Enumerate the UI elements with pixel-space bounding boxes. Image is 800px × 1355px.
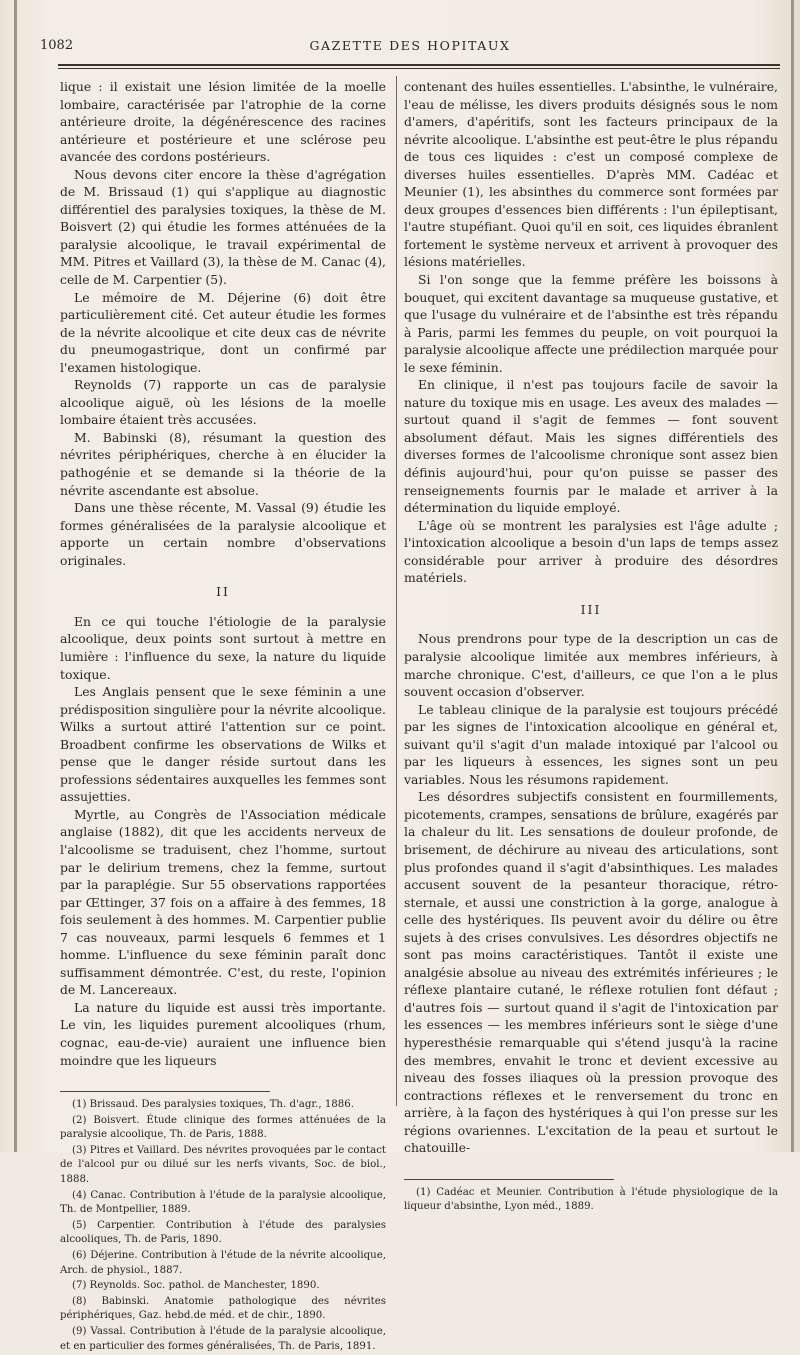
journal-title: GAZETTE DES HOPITAUX bbox=[309, 38, 511, 53]
paragraph: Dans une thèse récente, M. Vassal (9) étudie les formes généralisées de la paralysie alcoolique et apporte un certain nombre d'observations originales. bbox=[60, 500, 386, 568]
right-column bbox=[404, 78, 778, 1216]
paragraph: Reynolds (7) rapporte un cas de paralysie alcoolique aiguë, où les lésions de la moelle lombaire étaient très accusées. bbox=[60, 377, 386, 428]
paragraph: Nous devons citer encore la thèse d'agrégation de M. Brissaud (1) qui s'applique au diagnostic différentiel des paralysies toxiques, la thèse de M. Boisvert (2) qui étudie les formes atténuées de la paralysie alcoolique, le travail expérimental de MM. Pitres et Vaillard (3), la thèse de M. Canac (4), celle de M. Carpentier (5). bbox=[60, 166, 386, 288]
footnote-rule bbox=[60, 1091, 270, 1092]
section-heading: III bbox=[580, 601, 602, 617]
footnote: (2) Boisvert. Étude clinique des formes atténuées de la paralysie alcoolique, Th. de Paris, 1888. bbox=[60, 1114, 386, 1141]
paragraph: contenant des huiles essentielles. L'absinthe, le vulnéraire, l'eau de mélisse, les divers produits désignés sous le nom d'amers, d'apéritifs, sont les facteurs principaux de la névrite alcoolique. L'absinthe est peut-être le plus répandu de tous ces liquides : c'est un composé complexe de diverses huiles essentielles. D'après MM. Cadéac et Meunier (1), les absinthes du commerce sont formées par deux groupes d'essences bien différents : l'un épileptisant, l'autre stupéfiant. Quoi qu'il en soit, ces liquides ébranlent fortement le système nerveux et arrivent à provoquer des lésions matérielles. bbox=[404, 79, 778, 270]
footnote: (3) Pitres et Vaillard. Des névrites provoquées par le contact de l'alcool pur ou dilué sur les nerfs vivants, Soc. de biol., 1888. bbox=[60, 1144, 386, 1186]
header-rule bbox=[58, 64, 780, 66]
paragraph: Les Anglais pensent que le sexe féminin a une prédisposition singulière pour la névrite alcoolique. Wilks a surtout attiré l'attention sur ce point. Broadbent confirme les observations de Wilks et pense que le danger réside surtout dans les professions sédentaires auxquelles les femmes sont assujetties. bbox=[60, 684, 386, 805]
footnotes bbox=[60, 1098, 386, 1354]
page-number: 1082 bbox=[40, 38, 74, 53]
paragraph: Myrtle, au Congrès de l'Association médicale anglaise (1882), dit que les accidents nerveux de l'alcoolisme se traduisent, chez l'homme, surtout par le delirium tremens, chez la femme, surtout par la paraplégie. Sur 55 observations rapportées par Œttinger, 37 fois on a affaire à des femmes, 18 fois seulement à des hommes. M. Carpentier publie 7 cas nouveaux, parmi lesquels 6 femmes et 1 homme. L'influence du sexe féminin paraît donc suffisamment démontrée. C'est, du reste, l'opinion de M. Lancereaux. bbox=[60, 806, 386, 998]
footnote-rule bbox=[404, 1179, 614, 1180]
paragraph: Si l'on songe que la femme préfère les boissons à bouquet, qui excitent davantage sa muqueuse gustative, et que l'usage du vulnéraire et de l'absinthe est très répandu à Paris, parmi les femmes du peuple, on voit pourquoi la paralysie alcoolique affecte une prédilection marquée pour le sexe féminin. bbox=[404, 272, 778, 375]
binding-edge-left bbox=[14, 0, 17, 1152]
column-divider bbox=[396, 76, 397, 1106]
footnote: (9) Vassal. Contribution à l'étude de la paralysie alcoolique, et en particulier des formes généralisées, Th. de Paris, 1891. bbox=[60, 1325, 386, 1352]
paragraph: Nous prendrons pour type de la description un cas de paralysie alcoolique limitée aux membres inférieurs, à marche chronique. C'est, d'ailleurs, ce que l'on a le plus souvent occasion d'observer. bbox=[404, 631, 778, 700]
paragraph: La nature du liquide est aussi très importante. Le vin, les liquides purement alcooliques (rhum, cognac, eau-de-vie) auraient une influence bien moindre que les liqueurs bbox=[60, 999, 386, 1068]
page-header bbox=[40, 38, 780, 60]
paragraph: En ce qui touche l'étiologie de la paralysie alcoolique, deux points sont surtout à mettre en lumière : l'influence du sexe, la nature du liquide toxique. bbox=[60, 613, 386, 682]
footnotes bbox=[404, 1186, 778, 1215]
paragraph: Le tableau clinique de la paralysie est toujours précédé par les signes de l'intoxication alcoolique en général et, suivant qu'il s'agit d'un malade intoxiqué par l'alcool ou par les liqueurs à essences, les signes sont un peu variables. Nous les résumons rapidement. bbox=[404, 701, 778, 787]
paragraph: Le mémoire de M. Déjerine (6) doit être particulièrement cité. Cet auteur étudie les formes de la névrite alcoolique et cite deux cas de névrite du pneumogastrique, dont un confirmé par l'examen histologique. bbox=[60, 289, 386, 375]
paragraph: L'âge où se montrent les paralysies est l'âge adulte ; l'intoxication alcoolique a besoin d'un laps de temps assez considérable pour arriver à produire des désordres matériels. bbox=[404, 517, 778, 586]
paragraph: En clinique, il n'est pas toujours facile de savoir la nature du toxique mis en usage. Les aveux des malades — surtout quand il s'agit de femmes — font souvent absolument défaut. Mais les signes différentiels des diverses formes de l'alcoolisme chronique sont assez bien définis aujourd'hui, pour qu'on puisse se passer des renseignements fournis par le malade et arriver à la détermination du liquide employé. bbox=[404, 377, 778, 516]
left-column bbox=[60, 78, 386, 1355]
footnote: (1) Cadéac et Meunier. Contribution à l'étude physiologique de la liqueur d'absinthe, Lyon méd., 1889. bbox=[404, 1186, 778, 1213]
paragraph: Les désordres subjectifs consistent en fourmillements, picotements, crampes, sensations de brûlure, exagérés par la chaleur du lit. Les sensations de douleur profonde, de brisement, de déchirure au niveau des articulations, sont plus profondes quand il s'agit d'absinthiques. Les malades accusent souvent de la pesanteur thoracique, rétro-sternale, et aussi une constriction à la gorge, analogue à celle des hystériques. Ils peuvent avoir du délire ou être sujets à des crises convulsives. Les désordres objectifs ne sont pas moins caractéristiques. Tantôt il existe une analgésie absolue au niveau des extrémités inférieures ; le réflexe plantaire cutané, le réflexe rotulien font défaut ; d'autres fois — surtout quand il s'agit de l'intoxication par les essences — les membres inférieurs sont le siège d'une hyperesthésie remarquable qui s'étend jusqu'à la racine des membres, envahit le tronc et devient excessive au niveau des fosses iliaques où la pression provoque des contractions réflexes et le renversement du tronc en arrière, à la façon des hystériques à qui l'on presse sur les régions ovariennes. L'excitation de la peau et surtout le chatouille- bbox=[404, 789, 778, 1156]
footnote: (5) Carpentier. Contribution à l'étude des paralysies alcooliques, Th. de Paris, 1890. bbox=[60, 1219, 386, 1246]
footnote: (8) Babinski. Anatomie pathologique des névrites périphériques, Gaz. hebd.de méd. et de chir., 1890. bbox=[60, 1295, 386, 1322]
footnote: (4) Canac. Contribution à l'étude de la paralysie alcoolique, Th. de Montpellier, 1889. bbox=[60, 1189, 386, 1216]
paragraph: lique : il existait une lésion limitée de la moelle lombaire, caractérisée par l'atrophie de la corne antérieure droite, la dégénérescence des racines antérieure et postérieure et une sclérose peu avancée des cordons postérieurs. bbox=[60, 79, 386, 165]
section-heading: II bbox=[216, 584, 230, 600]
footnote: (6) Déjerine. Contribution à l'étude de la névrite alcoolique, Arch. de physiol., 1887. bbox=[60, 1250, 386, 1276]
paragraph: M. Babinski (8), résumant la question des névrites périphériques, cherche à en élucider la pathogénie et se demande si la théorie de la névrite ascendante est absolue. bbox=[60, 429, 386, 498]
footnote: (7) Reynolds. Soc. pathol. de Manchester, 1890. bbox=[72, 1280, 320, 1292]
binding-edge-right bbox=[791, 0, 794, 1152]
footnote: (1) Brissaud. Des paralysies toxiques, Th. d'agr., 1886. bbox=[72, 1099, 354, 1111]
header-rule-thin bbox=[58, 68, 780, 69]
